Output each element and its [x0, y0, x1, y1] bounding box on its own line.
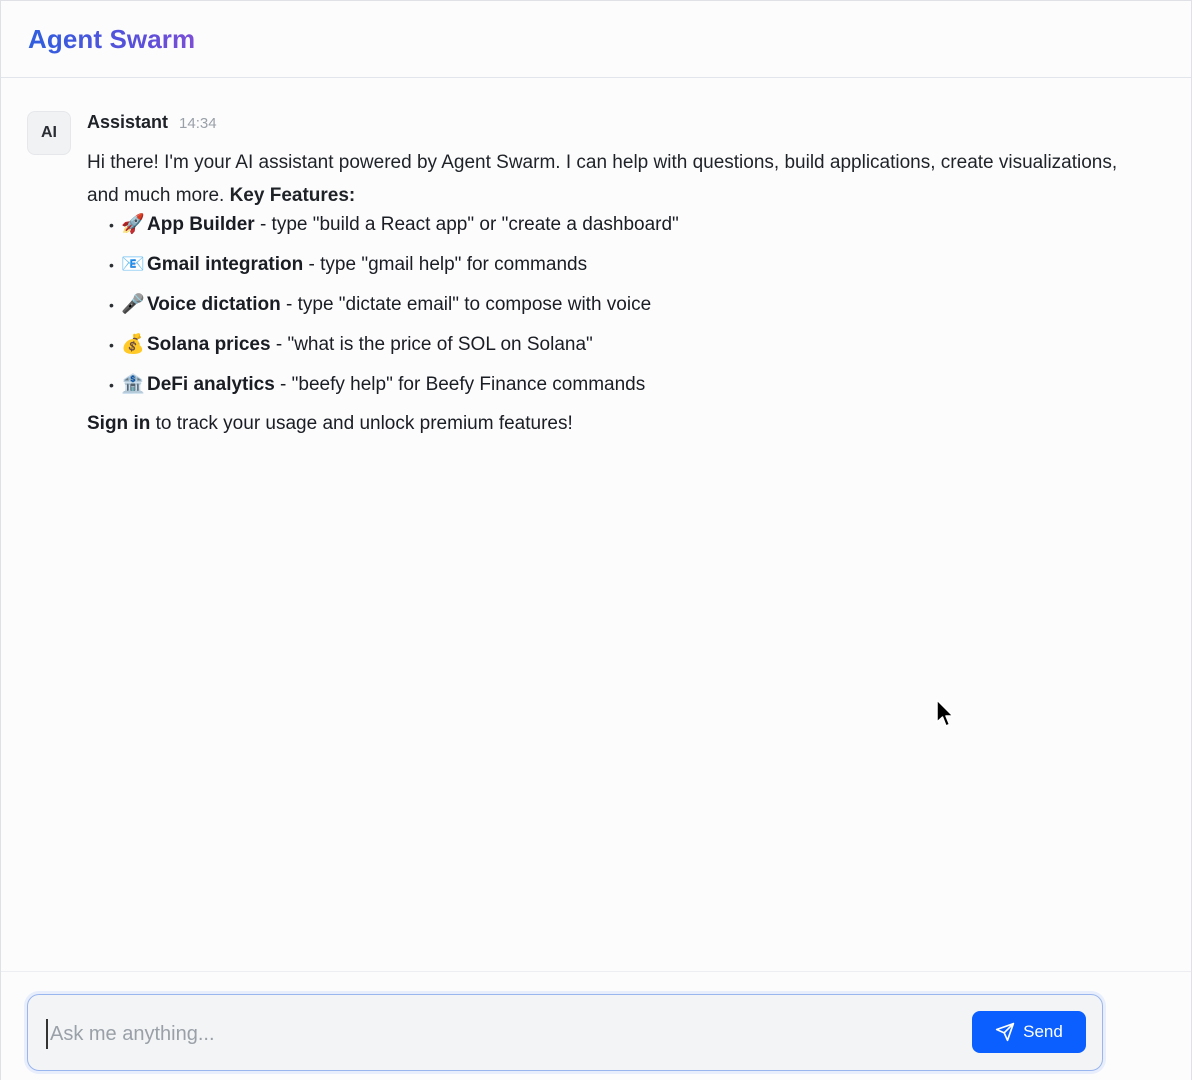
signin-link: Sign in: [87, 413, 151, 434]
list-item: [87, 213, 1137, 253]
message-meta: [87, 112, 1137, 140]
app-title: Agent Swarm: [28, 23, 196, 54]
message-author: Assistant: [87, 112, 169, 132]
feature-name: DeFi analytics: [147, 374, 275, 395]
feature-description: - "what is the price of SOL on Solana": [270, 334, 593, 355]
message-intro: Hi there! I'm your AI assistant powered by Agent Swarm. I can help with questions, build applications, create visualizations, and much more.: [87, 152, 1118, 206]
list-item: [87, 253, 1137, 293]
list-item: [87, 293, 1137, 333]
composer: [1, 971, 1191, 1080]
message-list[interactable]: [1, 79, 1191, 971]
feature-name: Solana prices: [147, 334, 271, 355]
app-header: [1, 1, 1191, 78]
list-item: [87, 333, 1137, 373]
bank-icon: • 🏦: [121, 374, 145, 395]
message-body: [87, 111, 1137, 436]
mouse-pointer-icon: [935, 699, 955, 729]
send-button[interactable]: [972, 1011, 1086, 1053]
signin-prompt: [87, 412, 1137, 436]
signin-text: to track your usage and unlock premium features!: [150, 413, 573, 434]
feature-description: - type "dictate email" to compose with voice: [280, 294, 652, 315]
chat-input-container[interactable]: [27, 994, 1103, 1071]
feature-name: App Builder: [147, 214, 255, 235]
send-icon: [995, 1022, 1015, 1042]
send-button-label: Send: [1023, 1022, 1063, 1041]
rocket-icon: • 🚀: [121, 214, 145, 235]
list-item: [87, 373, 1137, 413]
email-icon: • 📧: [121, 254, 145, 275]
feature-name: Voice dictation: [147, 294, 281, 315]
feature-description: - type "build a React app" or "create a dashboard": [254, 214, 679, 235]
message-timestamp: 14:34: [179, 115, 217, 132]
message-text: [87, 146, 1137, 212]
feature-name: Gmail integration: [147, 254, 304, 275]
feature-description: - "beefy help" for Beefy Finance commands: [274, 374, 646, 395]
money-bag-icon: • 💰: [121, 334, 145, 355]
feature-description: - type "gmail help" for commands: [303, 254, 588, 275]
assistant-message: [27, 111, 1137, 436]
avatar: AI: [27, 111, 71, 155]
features-heading: Key Features:: [229, 185, 356, 206]
feature-list: [87, 213, 1137, 413]
chat-input[interactable]: [46, 1019, 946, 1049]
microphone-icon: • 🎤: [121, 294, 145, 315]
